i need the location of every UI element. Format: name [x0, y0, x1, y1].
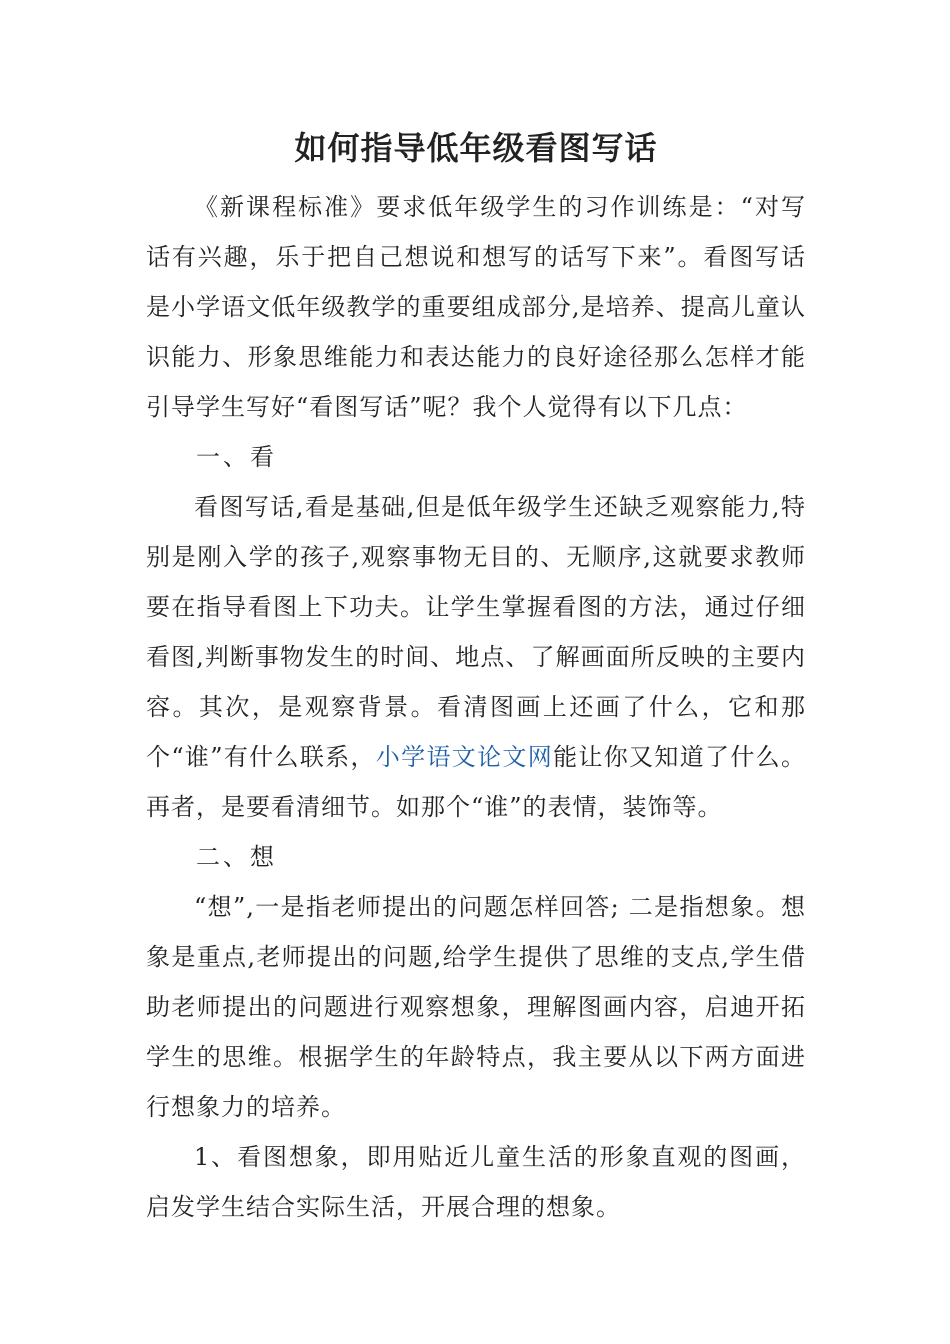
look-paragraph — [146, 482, 806, 832]
document-body — [146, 122, 806, 1232]
imagination-paragraph: 1、看图想象，即用贴近儿童生活的形象直观的图画，启发学生结合实际生活，开展合理的想象。 — [146, 1143, 806, 1221]
look-text-before-link: 看图写话,看是基础,但是低年级学生还缺乏观察能力,特别是刚入学的孩子,观察事物无目的、无顺序,这就要求教师要在指导看图上下功夫。让学生掌握看图的方法，通过仔细看图,判断事物发生的时间、地点、了解画面所反映的主要内容。其次，是观察背景。看清图画上还画了什么，它和那个“谁”有什么联系， — [146, 493, 806, 771]
essay-site-link[interactable]: 小学语文论文网 — [375, 743, 554, 771]
document-title: 如何指导低年级看图写话 — [294, 129, 658, 167]
section-heading-think: 二、想 — [196, 843, 277, 871]
look-text-after-link: 能让你又知道了什么。再者，是要看清细节。如那个“谁”的表情，装饰等。 — [146, 743, 807, 821]
section-heading-look: 一、看 — [196, 443, 277, 471]
think-paragraph: “想”,一是指老师提出的问题怎样回答; 二是指想象。想象是重点,老师提出的问题,给学生提供了思维的支点,学生借助老师提出的问题进行观察想象，理解图画内容，启迪开拓学生的思维。根据学生的年龄特点，我主要从以下两方面进行想象力的培养。 — [146, 893, 806, 1121]
intro-paragraph: 《新课程标准》要求低年级学生的习作训练是：“对写话有兴趣，乐于把自己想说和想写的话写下来”。看图写话是小学语文低年级教学的重要组成部分,是培养、提高儿童认识能力、形象思维能力和表达能力的良好途径那么怎样才能引导学生写好“看图写话”呢？我个人觉得有以下几点： — [146, 193, 806, 421]
